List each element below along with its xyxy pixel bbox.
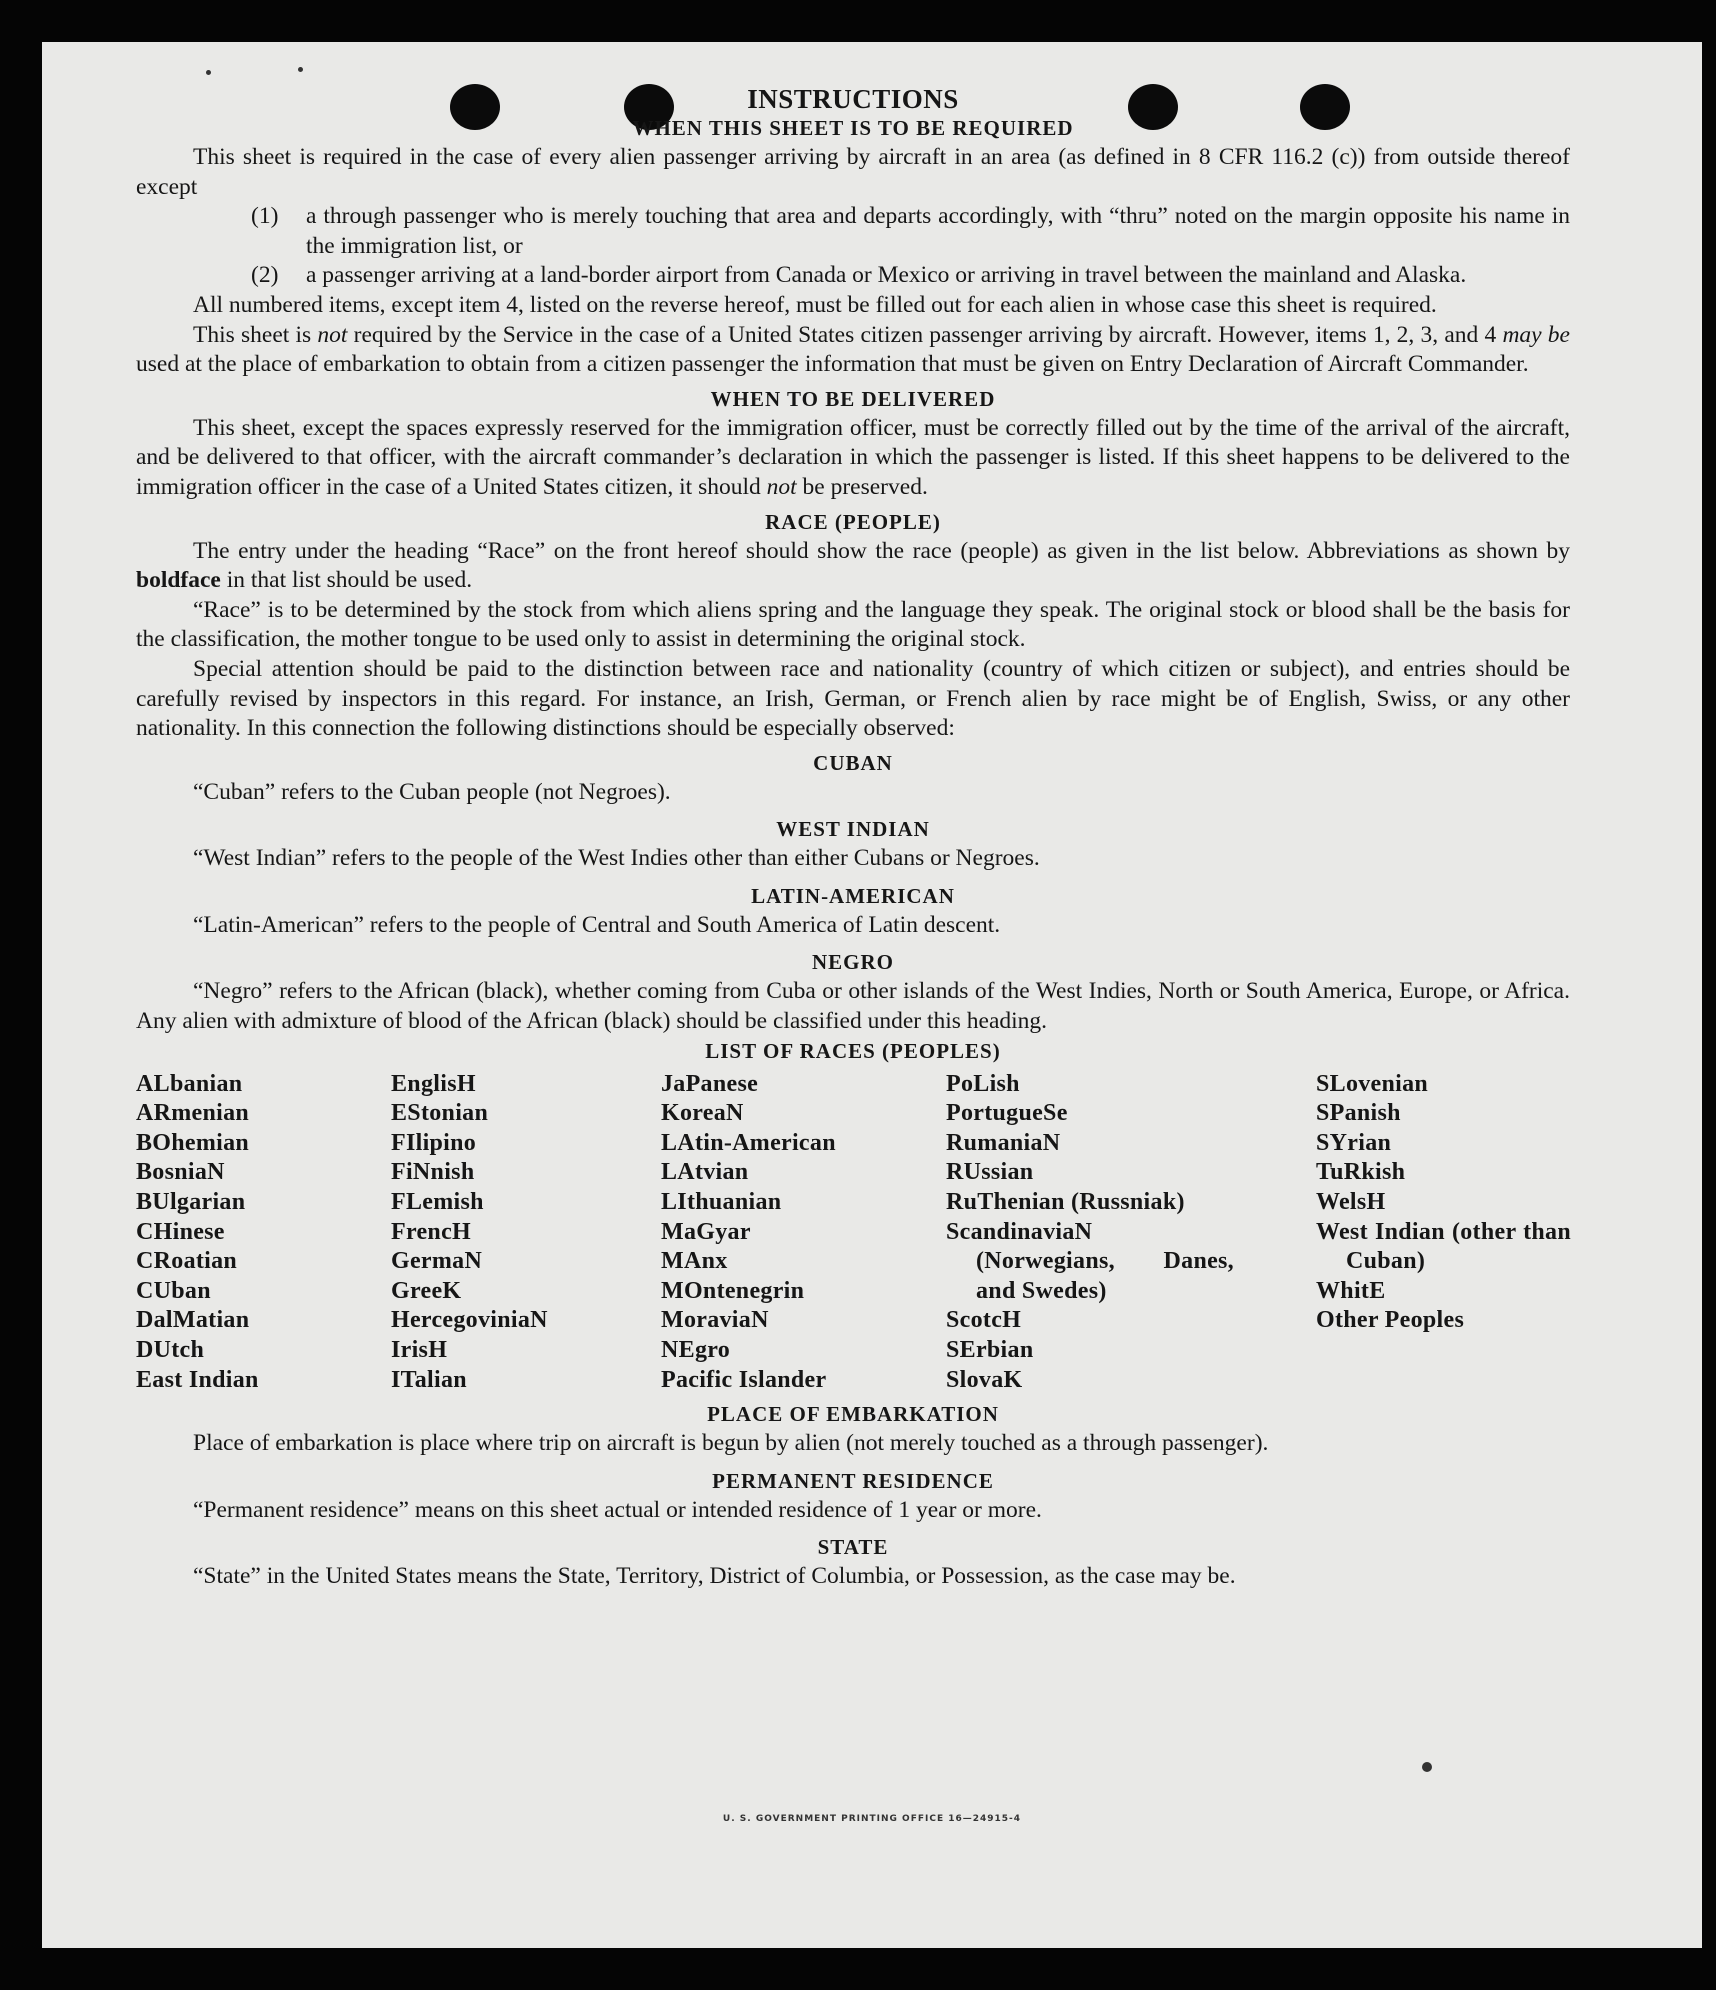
- race-item: SlovaK: [946, 1366, 1023, 1393]
- definition-west-indian: “West Indian” refers to the people of the West Indies other than either Cubans or Negroes.: [193, 845, 1040, 872]
- definition-state: “State” in the United States means the State, Territory, District of Columbia, or Possession, as the case may be.: [193, 1563, 1236, 1590]
- race-item: FrencH: [391, 1218, 471, 1245]
- item-text: a passenger arriving at a land-border airport from Canada or Mexico or arriving in travel between the mainland and Alaska.: [306, 262, 1467, 289]
- race-item: MaGyar: [661, 1218, 751, 1245]
- race-item: CUban: [136, 1277, 211, 1304]
- paragraph: Special attention should be paid to the distinction between race and nationality (country of which citizen or subject), and entries should be carefully revised by inspectors in this regard. For instance, an Irish, German, or French alien by race might be of English, Swiss, or any other nationality. In this connection the following distinctions should be especially observed:: [136, 655, 1570, 742]
- race-item: EnglisH: [391, 1070, 476, 1097]
- races-column: [1316, 1070, 1571, 1396]
- race-item: East Indian: [136, 1366, 259, 1393]
- race-item: DUtch: [136, 1337, 205, 1363]
- race-item: ALbanian: [136, 1070, 243, 1097]
- speck: [206, 70, 211, 75]
- definition-cuban: “Cuban” refers to the Cuban people (not Negroes).: [193, 778, 671, 805]
- list-item: [136, 202, 1570, 261]
- race-item: ARmenian: [136, 1100, 250, 1127]
- race-item: PoLish: [946, 1070, 1020, 1097]
- item-number: (2): [251, 262, 279, 289]
- heading-cuban: CUBAN: [813, 750, 893, 775]
- race-item: SLovenian: [1316, 1070, 1429, 1097]
- section-heading-race: RACE (PEOPLE): [765, 509, 941, 534]
- race-item: ScandinaviaN (Norwegians, Danes, and Swedes): [946, 1218, 1234, 1304]
- paragraph: This sheet, except the spaces expressly reserved for the immigration officer, must be correctly filled out by the time of the arrival of the aircraft, and be delivered to that officer, with the aircraft commander’s declaration in which the passenger is listed. If this sheet happens to be delivered to the immigration officer in the case of a United States citizen, it should not be preserved.: [136, 414, 1570, 500]
- paragraph: This sheet is required in the case of every alien passenger arriving by aircraft in an area (as defined in 8 CFR 116.2 (c)) from outside thereof except: [136, 144, 1570, 200]
- paragraph: “Race” is to be determined by the stock from which aliens spring and the language they speak. The original stock or blood shall be the basis for the classification, the mother tongue to be used only to assist in determining the original stock.: [136, 596, 1570, 653]
- race-item: WelsH: [1316, 1189, 1386, 1216]
- race-item: West Indian (other than Cuban): [1316, 1218, 1571, 1275]
- section-heading-required: WHEN THIS SHEET IS TO BE REQUIRED: [632, 116, 1074, 140]
- race-item: GermaN: [391, 1248, 483, 1275]
- race-item: RumaniaN: [946, 1129, 1061, 1156]
- heading-state: STATE: [817, 1535, 889, 1560]
- instructions-body: [136, 82, 1570, 1592]
- race-item: SPanish: [1316, 1100, 1401, 1127]
- paragraph: This sheet is not required by the Service in the case of a United States citizen passenger arriving by aircraft. However, items 1, 2, 3, and 4 may be used at the place of embarkation to obtain from a citizen passenger the information that must be given on Entry Declaration of Aircraft Commander.: [136, 321, 1570, 378]
- race-item: HercegoviniaN: [391, 1307, 548, 1334]
- race-item: LIthuanian: [661, 1189, 782, 1216]
- race-item: EStonian: [391, 1100, 489, 1127]
- race-item: Other Peoples: [1316, 1307, 1465, 1334]
- race-item: WhitE: [1316, 1277, 1386, 1304]
- race-item: LAtin-American: [661, 1129, 836, 1156]
- race-item: CRoatian: [136, 1248, 238, 1275]
- race-item: TuRkish: [1316, 1159, 1406, 1186]
- race-item: Pacific Islander: [661, 1366, 827, 1393]
- page-title: INSTRUCTIONS: [747, 84, 959, 114]
- race-item: JaPanese: [661, 1070, 759, 1097]
- race-item: SErbian: [946, 1337, 1034, 1363]
- heading-list-of-races: LIST OF RACES (PEOPLES): [705, 1038, 1001, 1063]
- race-item: MoraviaN: [661, 1307, 769, 1334]
- race-item: ITalian: [391, 1366, 467, 1393]
- race-item: FIlipino: [391, 1129, 477, 1156]
- race-item: RuThenian (Russniak): [946, 1189, 1185, 1216]
- heading-residence: PERMANENT RESIDENCE: [712, 1468, 994, 1493]
- definition-embarkation: Place of embarkation is place where trip on aircraft is begun by alien (not merely touched as a through passenger).: [193, 1430, 1269, 1457]
- races-column: [661, 1070, 946, 1396]
- race-item: GreeK: [391, 1277, 462, 1304]
- race-item: BUlgarian: [136, 1189, 246, 1216]
- race-item: IrisH: [391, 1337, 448, 1363]
- item-text: a through passenger who is merely touching that area and departs accordingly, with “thru” noted on the margin opposite his name in the immigration list, or: [306, 203, 1570, 259]
- races-column: [391, 1070, 661, 1396]
- race-item: MOntenegrin: [661, 1277, 805, 1304]
- heading-latin-american: LATIN-AMERICAN: [751, 883, 955, 908]
- paragraph: All numbered items, except item 4, listed on the reverse hereof, must be filled out for each alien in whose case this sheet is required.: [193, 291, 1437, 318]
- section-heading-delivered: WHEN TO BE DELIVERED: [710, 386, 996, 411]
- race-item: ScotcH: [946, 1307, 1022, 1334]
- race-item: RUssian: [946, 1159, 1034, 1186]
- races-column: [136, 1070, 391, 1396]
- race-item: LAtvian: [661, 1159, 749, 1186]
- races-list: [136, 1070, 1570, 1396]
- races-column: [946, 1070, 1316, 1396]
- speck: [298, 67, 303, 72]
- race-item: MAnx: [661, 1248, 728, 1275]
- item-number: (1): [251, 203, 279, 230]
- heading-negro: NEGRO: [811, 950, 894, 975]
- race-item: SYrian: [1316, 1129, 1392, 1156]
- race-item: BOhemian: [136, 1129, 250, 1156]
- definition-negro: “Negro” refers to the African (black), whether coming from Cuba or other islands of the West Indies, North or South America, Europe, or Africa. Any alien with admixture of blood of the African (black) should be classified under this heading.: [136, 978, 1570, 1035]
- heading-embarkation: PLACE OF EMBARKATION: [707, 1402, 999, 1427]
- race-item: PortugueSe: [946, 1100, 1068, 1127]
- heading-west-indian: WEST INDIAN: [776, 817, 930, 842]
- race-item: NEgro: [661, 1337, 731, 1363]
- definition-residence: “Permanent residence” means on this sheet actual or intended residence of 1 year or more.: [193, 1496, 1042, 1523]
- race-item: KoreaN: [661, 1100, 744, 1127]
- race-item: CHinese: [136, 1218, 225, 1245]
- race-item: DalMatian: [136, 1307, 250, 1334]
- list-item: [136, 261, 1570, 291]
- document-sheet: [42, 42, 1702, 1948]
- paragraph: The entry under the heading “Race” on the front hereof should show the race (people) as given in the list below. Abbreviations as shown by boldface in that list should be used.: [136, 537, 1570, 594]
- race-item: BosniaN: [136, 1159, 225, 1186]
- definition-latin-american: “Latin-American” refers to the people of Central and South America of Latin descent.: [193, 911, 1001, 938]
- speck: [1422, 1762, 1432, 1772]
- race-item: FLemish: [391, 1189, 484, 1216]
- race-item: FiNnish: [391, 1159, 475, 1186]
- printing-office-imprint: U. S. GOVERNMENT PRINTING OFFICE 16—24915-4: [722, 1814, 1022, 1824]
